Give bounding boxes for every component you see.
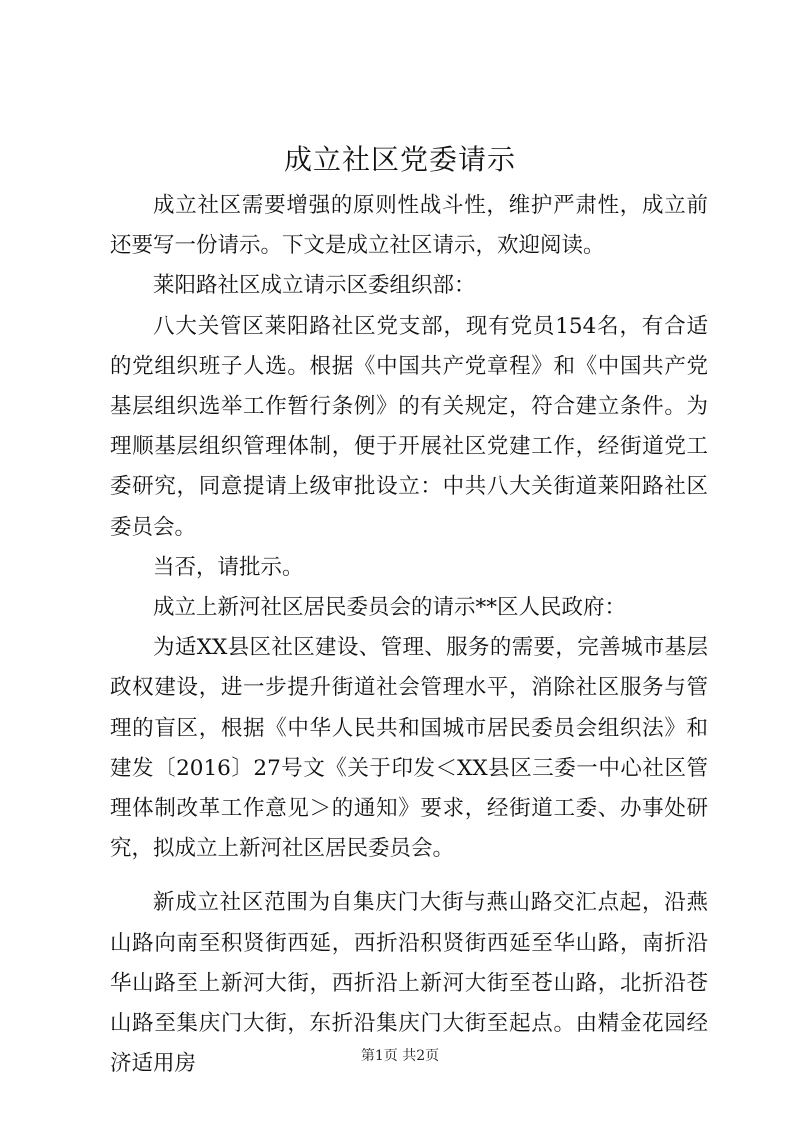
document-title: 成立社区党委请示	[283, 143, 516, 176]
page-number-footer: 第1页 共2页	[360, 1048, 440, 1064]
paragraph-scope: 新成立社区范围为自集庆门大街与燕山路交汇点起，沿燕山路向南至积贤街西延，西折沿积贤街西延至华山路，南折沿华山路至上新河大街，西折沿上新河大街至苍山路，北折沿苍山路至集庆门大街，东折沿集庆门大街至起点。由精金花园经济适用房	[110, 890, 708, 1077]
paragraph-closing-1: 当否，请批示。	[153, 554, 304, 580]
paragraph-intro: 成立社区需要增强的原则性战斗性，维护严肃性，成立前还要写一份请示。下文是成立社区请示，欢迎阅读。	[110, 193, 708, 259]
document-body	[110, 186, 708, 1084]
paragraph-request-1: 八大关管区莱阳路社区党支部，现有党员154名，有合适的党组织班子人选。根据《中国共产党章程》和《中国共产党基层组织选举工作暂行条例》的有关规定，符合建立条件。为理顺基层组织管理体制，便于开展社区党建工作，经街道党工委研究，同意提请上级审批设立：中共八大关街道莱阳路社区委员会。	[110, 313, 708, 540]
paragraph-request-2: 为适XX县区社区建设、管理、服务的需要，完善城市基层政权建设，进一步提升街道社会管理水平，消除社区服务与管理的盲区，根据《中华人民共和国城市居民委员会组织法》和建发〔2016〕27号文《关于印发＜XX县区三委一中心社区管理体制改革工作意见＞的通知》要求，经街道工委、办事处研究，拟成立上新河社区居民委员会。	[110, 635, 708, 862]
paragraph-salutation-1: 莱阳路社区成立请示区委组织部：	[153, 273, 476, 299]
paragraph-salutation-2: 成立上新河社区居民委员会的请示**区人民政府：	[153, 595, 627, 621]
